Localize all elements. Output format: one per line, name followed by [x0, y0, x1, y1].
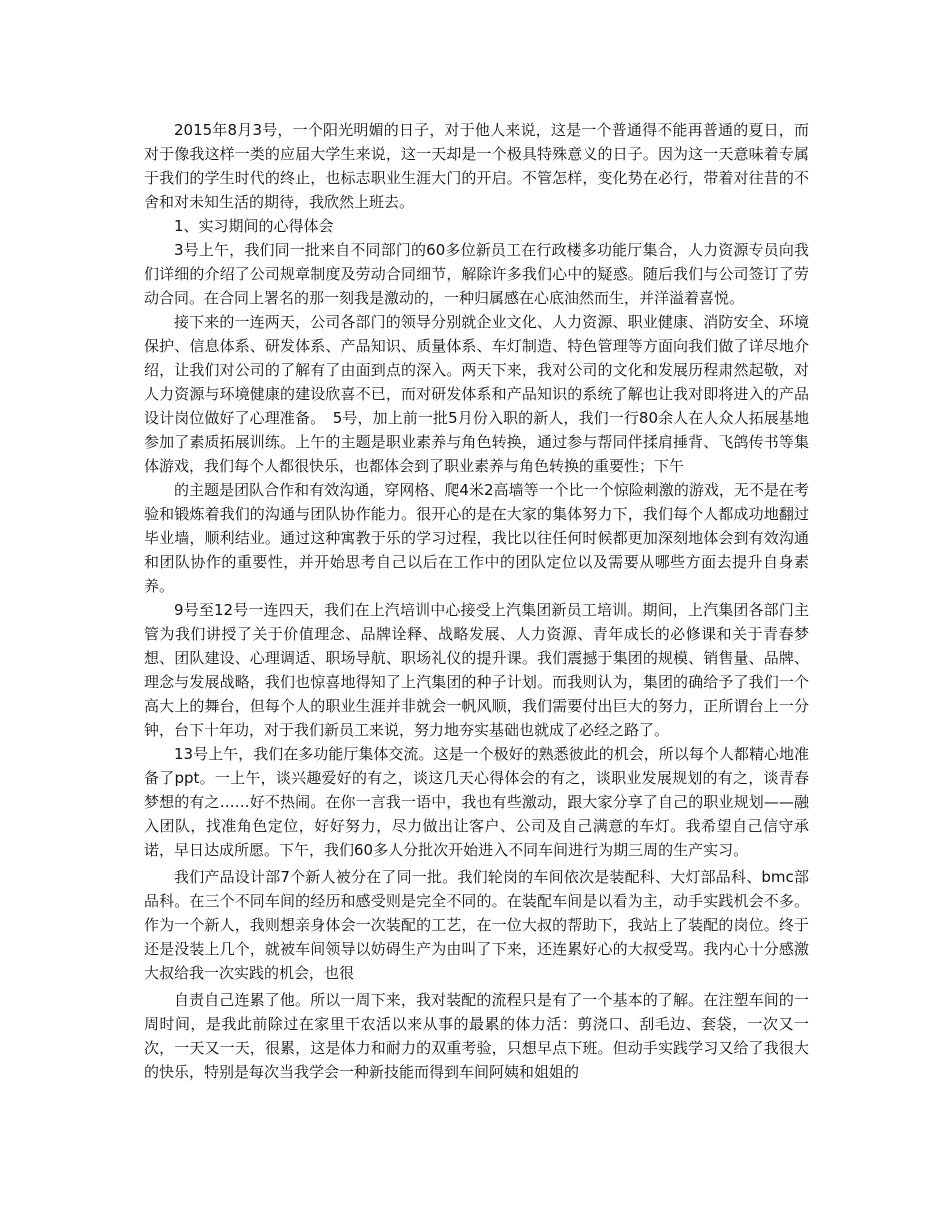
- section-heading: 1、实习期间的心得体会: [174, 217, 334, 235]
- paragraph-orientation: 3号上午，我们同一批来自不同部门的60多位新员工在行政楼多功能厅集合，人力资源专员向我们详细的介绍了公司规章制度及劳动合同细节，解除许多我们心中的疑惑。随后我们与公司签订了劳动合同。在合同上署名的那一刻我是激动的，一种归属感在心底油然而生，并洋溢着喜悦。: [144, 241, 809, 307]
- paragraph-intro: 2015年8月3号，一个阳光明媚的日子，对于他人来说，这是一个普通得不能再普通的夏日，而对于像我这样一类的应届大学生来说，这一天却是一个极具特殊意义的日子。因为这一天意味着专属于我们的学生时代的终止，也标志职业生涯大门的开启。不管怎样，变化势在必行，带着对往昔的不舍和对未知生活的期待，我欣然上班去。: [144, 121, 809, 211]
- paragraph-team-building: 的主题是团队合作和有效沟通，穿网格、爬4米2高墙等一个比一个惊险刺激的游戏，无不是在考验和锻炼着我们的沟通与团队协作能力。很开心的是在大家的集体努力下，我们每个人都成功地翻过毕业墙，顺利结业。通过这种寓教于乐的学习过程，我比以往任何时候都更加深刻地体会到有效沟通和团队协作的重要性，并开始思考自己以后在工作中的团队定位以及需要从哪些方面去提升自身素养。: [144, 481, 809, 595]
- document-body: [144, 118, 809, 1084]
- paragraph-company-intro: 接下来的一连两天，公司各部门的领导分别就企业文化、人力资源、职业健康、消防安全、环境保护、信息体系、研发体系、产品知识、质量体系、车灯制造、特色管理等方面向我们做了详尽地介绍，让我们对公司的了解有了由面到点的深入。两天下来，我对公司的文化和发展历程肃然起敬，对人力资源与环境健康的建设欣喜不已，而对研发体系和产品知识的系统了解也让我对即将进入的产品设计岗位做好了心理准备。 5号，加上前一批5月份入职的新人，我们一行80余人在人众人拓展基地参加了素质拓展训练。上午的主题是职业素养与角色转换，通过参与帮同伴揉肩捶背、飞鸽传书等集体游戏，我们每个人都很快乐，也都体会到了职业素养与角色转换的重要性；下午: [144, 313, 809, 475]
- paragraph-workshop: 我们产品设计部7个新人被分在了同一批。我们轮岗的车间依次是装配科、大灯部品科、bmc部品科。在三个不同车间的经历和感受则是完全不同的。在装配车间是以看为主，动手实践机会不多。作为一个新人，我则想亲身体会一次装配的工艺，在一位大叔的帮助下，我站上了装配的岗位。终于还是没装上几个，就被车间领导以妨碍生产为由叫了下来，还连累好心的大叔受骂。我内心十分感激大叔给我一次实践的机会，也很: [144, 868, 809, 982]
- paragraph-injection: 自责自己连累了他。所以一周下来，我对装配的流程只是有了一个基本的了解。在注塑车间的一周时间，是我此前除过在家里干农活以来从事的最累的体力活：剪浇口、刮毛边、套袋，一次又一次，一天又一天，很累，这是体力和耐力的双重考验，只想早点下班。但动手实践学习又给了我很大的快乐，特别是每次当我学会一种新技能而得到车间阿姨和姐姐的: [144, 991, 809, 1081]
- paragraph-exchange: 13号上午，我们在多功能厅集体交流。这是一个极好的熟悉彼此的机会，所以每个人都精心地准备了ppt。一上午，谈兴趣爱好的有之，谈这几天心得体会的有之，谈职业发展规划的有之，谈青春梦想的有之……好不热闹。在你一言我一语中，我也有些激动，跟大家分享了自己的职业规划——融入团队，找准角色定位，好好努力，尽力做出让客户、公司及自己满意的车灯。我希望自己信守承诺，早日达成所愿。下午，我们60多人分批次开始进入不同车间进行为期三周的生产实习。: [144, 745, 809, 859]
- paragraph-group-training: 9号至12号一连四天，我们在上汽培训中心接受上汽集团新员工培训。期间，上汽集团各部门主管为我们讲授了关于价值理念、品牌诠释、战略发展、人力资源、青年成长的必修课和关于青春梦想、团队建设、心理调适、职场导航、职场礼仪的提升课。我们震撼于集团的规模、销售量、品牌、理念与发展战略，我们也惊喜地得知了上汽集团的种子计划。而我则认为，集团的确给予了我们一个高大上的舞台，但每个人的职业生涯并非就会一帆风顺，我们需要付出巨大的努力，正所谓台上一分钟，台下十年功，对于我们新员工来说，努力地夯实基础也就成了必经之路了。: [144, 601, 809, 739]
